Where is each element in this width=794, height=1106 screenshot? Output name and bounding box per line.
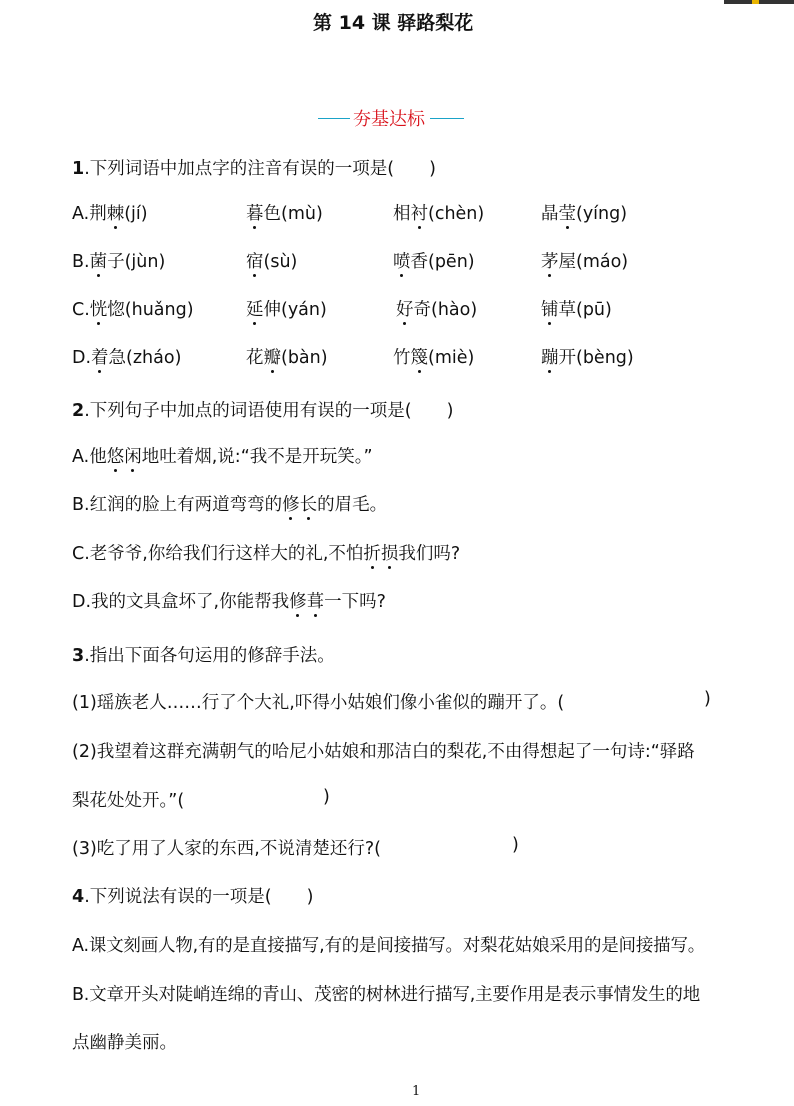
corner-logo [724,0,794,4]
q1-row-d [72,344,732,368]
question-3 [72,642,335,667]
option-item: 宿(sù) [246,248,297,273]
q2-option-a: A.他悠闲地吐着烟,说:“我不是开玩笑。” [72,443,373,468]
q3-item-1-close: ) [704,689,711,709]
option-item: B.菌子(jùn) [72,248,165,273]
option-item: 竹篾(miè) [393,344,474,369]
q3-item-2-cont: 梨花处处开。”( [72,791,185,811]
q3-item-3-close: ) [512,835,519,855]
option-item: A.荆棘(jí) [72,200,148,225]
question-number: 1 [72,159,85,179]
question-text: .指出下面各句运用的修辞手法。 [84,646,335,666]
option-item: C.恍惚(huǎng) [72,296,194,321]
page-number: 1 [412,1084,421,1099]
q3-item-3: (3)吃了用了人家的东西,不说清楚还行?( [72,839,381,859]
option-item: 好奇(hào) [396,296,477,321]
question-number: 2 [72,401,85,421]
section-rule-right [430,118,464,119]
option-item: 晶莹(yíng) [541,200,627,225]
option-item: 暮色(mù) [246,200,323,225]
option-item: 茅屋(máo) [541,248,628,273]
q2-option-c: C.老爷爷,你给我们行这样大的礼,不怕折损我们吗? [72,540,460,565]
q2-option-b: B.红润的脸上有两道弯弯的修长的眉毛。 [72,491,387,516]
question-text: .下列说法有误的一项是( ) [84,887,314,907]
question-1 [72,155,436,180]
option-item: 延伸(yán) [246,296,327,321]
q2-option-d: D.我的文具盒坏了,你能帮我修葺一下吗? [72,588,386,613]
q1-row-b [72,248,732,272]
option-item: 铺草(pū) [541,296,612,321]
question-number: 4 [72,887,85,907]
question-text: .下列句子中加点的词语使用有误的一项是( ) [84,401,454,421]
q4-option-b-cont: 点幽静美丽。 [72,1033,177,1053]
question-number: 3 [72,646,85,666]
question-text: .下列词语中加点字的注音有误的一项是( ) [84,159,436,179]
q1-row-c [72,296,732,320]
option-item: D.着急(zháo) [72,344,181,369]
q3-item-2: (2)我望着这群充满朝气的哈尼小姑娘和那洁白的梨花,不由得想起了一句诗:“驿路 [72,742,695,762]
question-4 [72,883,313,908]
section-rule-left [318,118,350,119]
section-heading: 夯基达标 [353,109,425,130]
q3-item-2-close: ) [323,787,330,807]
option-item: 花瓣(bàn) [246,344,328,369]
option-item: 相衬(chèn) [393,200,484,225]
question-2 [72,397,453,422]
q3-item-1: (1)瑶族老人……行了个大礼,吓得小姑娘们像小雀似的蹦开了。( [72,693,565,713]
q4-option-b: B.文章开头对陡峭连绵的青山、茂密的树林进行描写,主要作用是表示事情发生的地 [72,985,701,1005]
q4-option-a: A.课文刻画人物,有的是直接描写,有的是间接描写。对梨花姑娘采用的是间接描写。 [72,936,706,956]
option-item: 喷香(pēn) [393,248,475,273]
q1-row-a [72,200,732,224]
option-item: 蹦开(bèng) [541,344,634,369]
page-title: 第 14 课 驿路梨花 [313,12,474,34]
